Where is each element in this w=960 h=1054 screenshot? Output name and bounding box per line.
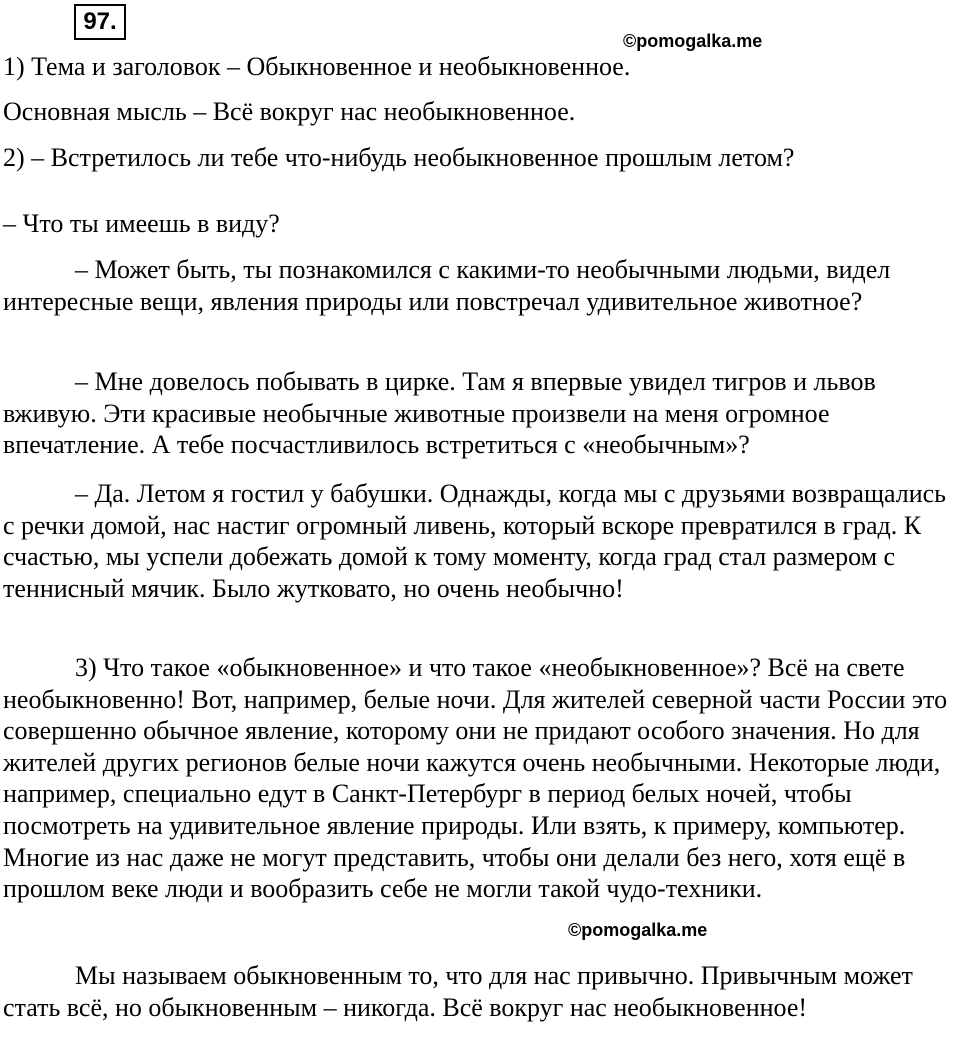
paragraph-dialogue-reply-1: – Что ты имеешь в виду?	[3, 209, 280, 238]
watermark-bottom: ©pomogalka.me	[568, 920, 708, 940]
paragraph-main-idea: Основная мысль – Всё вокруг нас необыкновенное.	[3, 97, 576, 126]
exercise-number: 97.	[74, 4, 126, 40]
paragraph-dialogue-reply-4: – Да. Летом я гостил у бабушки. Однажды, когда мы с друзьями возвращались с речки домой, нас настиг огромный ливень, который вскоре превратился в град. К счастью, мы успели добежать домой к тому моменту, когда град стал размером с теннисный мячик. Было жутковато, но очень необычно!	[3, 479, 947, 603]
paragraph-dialogue-question: 2) – Встретилось ли тебе что-нибудь необыкновенное прошлым летом?	[3, 143, 795, 172]
paragraph-dialogue-reply-3: – Мне довелось побывать в цирке. Там я впервые увидел тигров и львов вживую. Эти красивые необычные животные произвели на меня огромное впечатление. А тебе посчастливилось встретиться с «необычным»?	[3, 367, 876, 460]
paragraph-topic: 1) Тема и заголовок – Обыкновенное и необыкновенное.	[3, 52, 631, 81]
paragraph-conclusion: Мы называем обыкновенным то, что для нас привычно. Привычным может стать всё, но обыкновенным – никогда. Всё вокруг нас необыкновенное!	[3, 961, 913, 1022]
paragraph-dialogue-reply-2: – Может быть, ты познакомился с какими-то необычными людьми, видел интересные вещи, явления природы или повстречал удивительное животное?	[3, 255, 891, 316]
paragraph-reflection: 3) Что такое «обыкновенное» и что такое «необыкновенное»? Всё на свете необыкновенно! Вот, например, белые ночи. Для жителей северной части России это совершенно обычное явление, которому они не придают особого значения. Но для жителей других регионов белые ночи кажутся очень необычными. Некоторые люди, например, специально едут в Санкт-Петербург в период белых ночей, чтобы посмотреть на удивительное явление природы. Или взять, к примеру, компьютер. Многие из нас даже не могут представить, чтобы они делали без него, хотя ещё в прошлом веке люди и вообразить себе не могли такой чудо-техники.	[3, 653, 948, 904]
watermark-top: ©pomogalka.me	[623, 31, 763, 51]
